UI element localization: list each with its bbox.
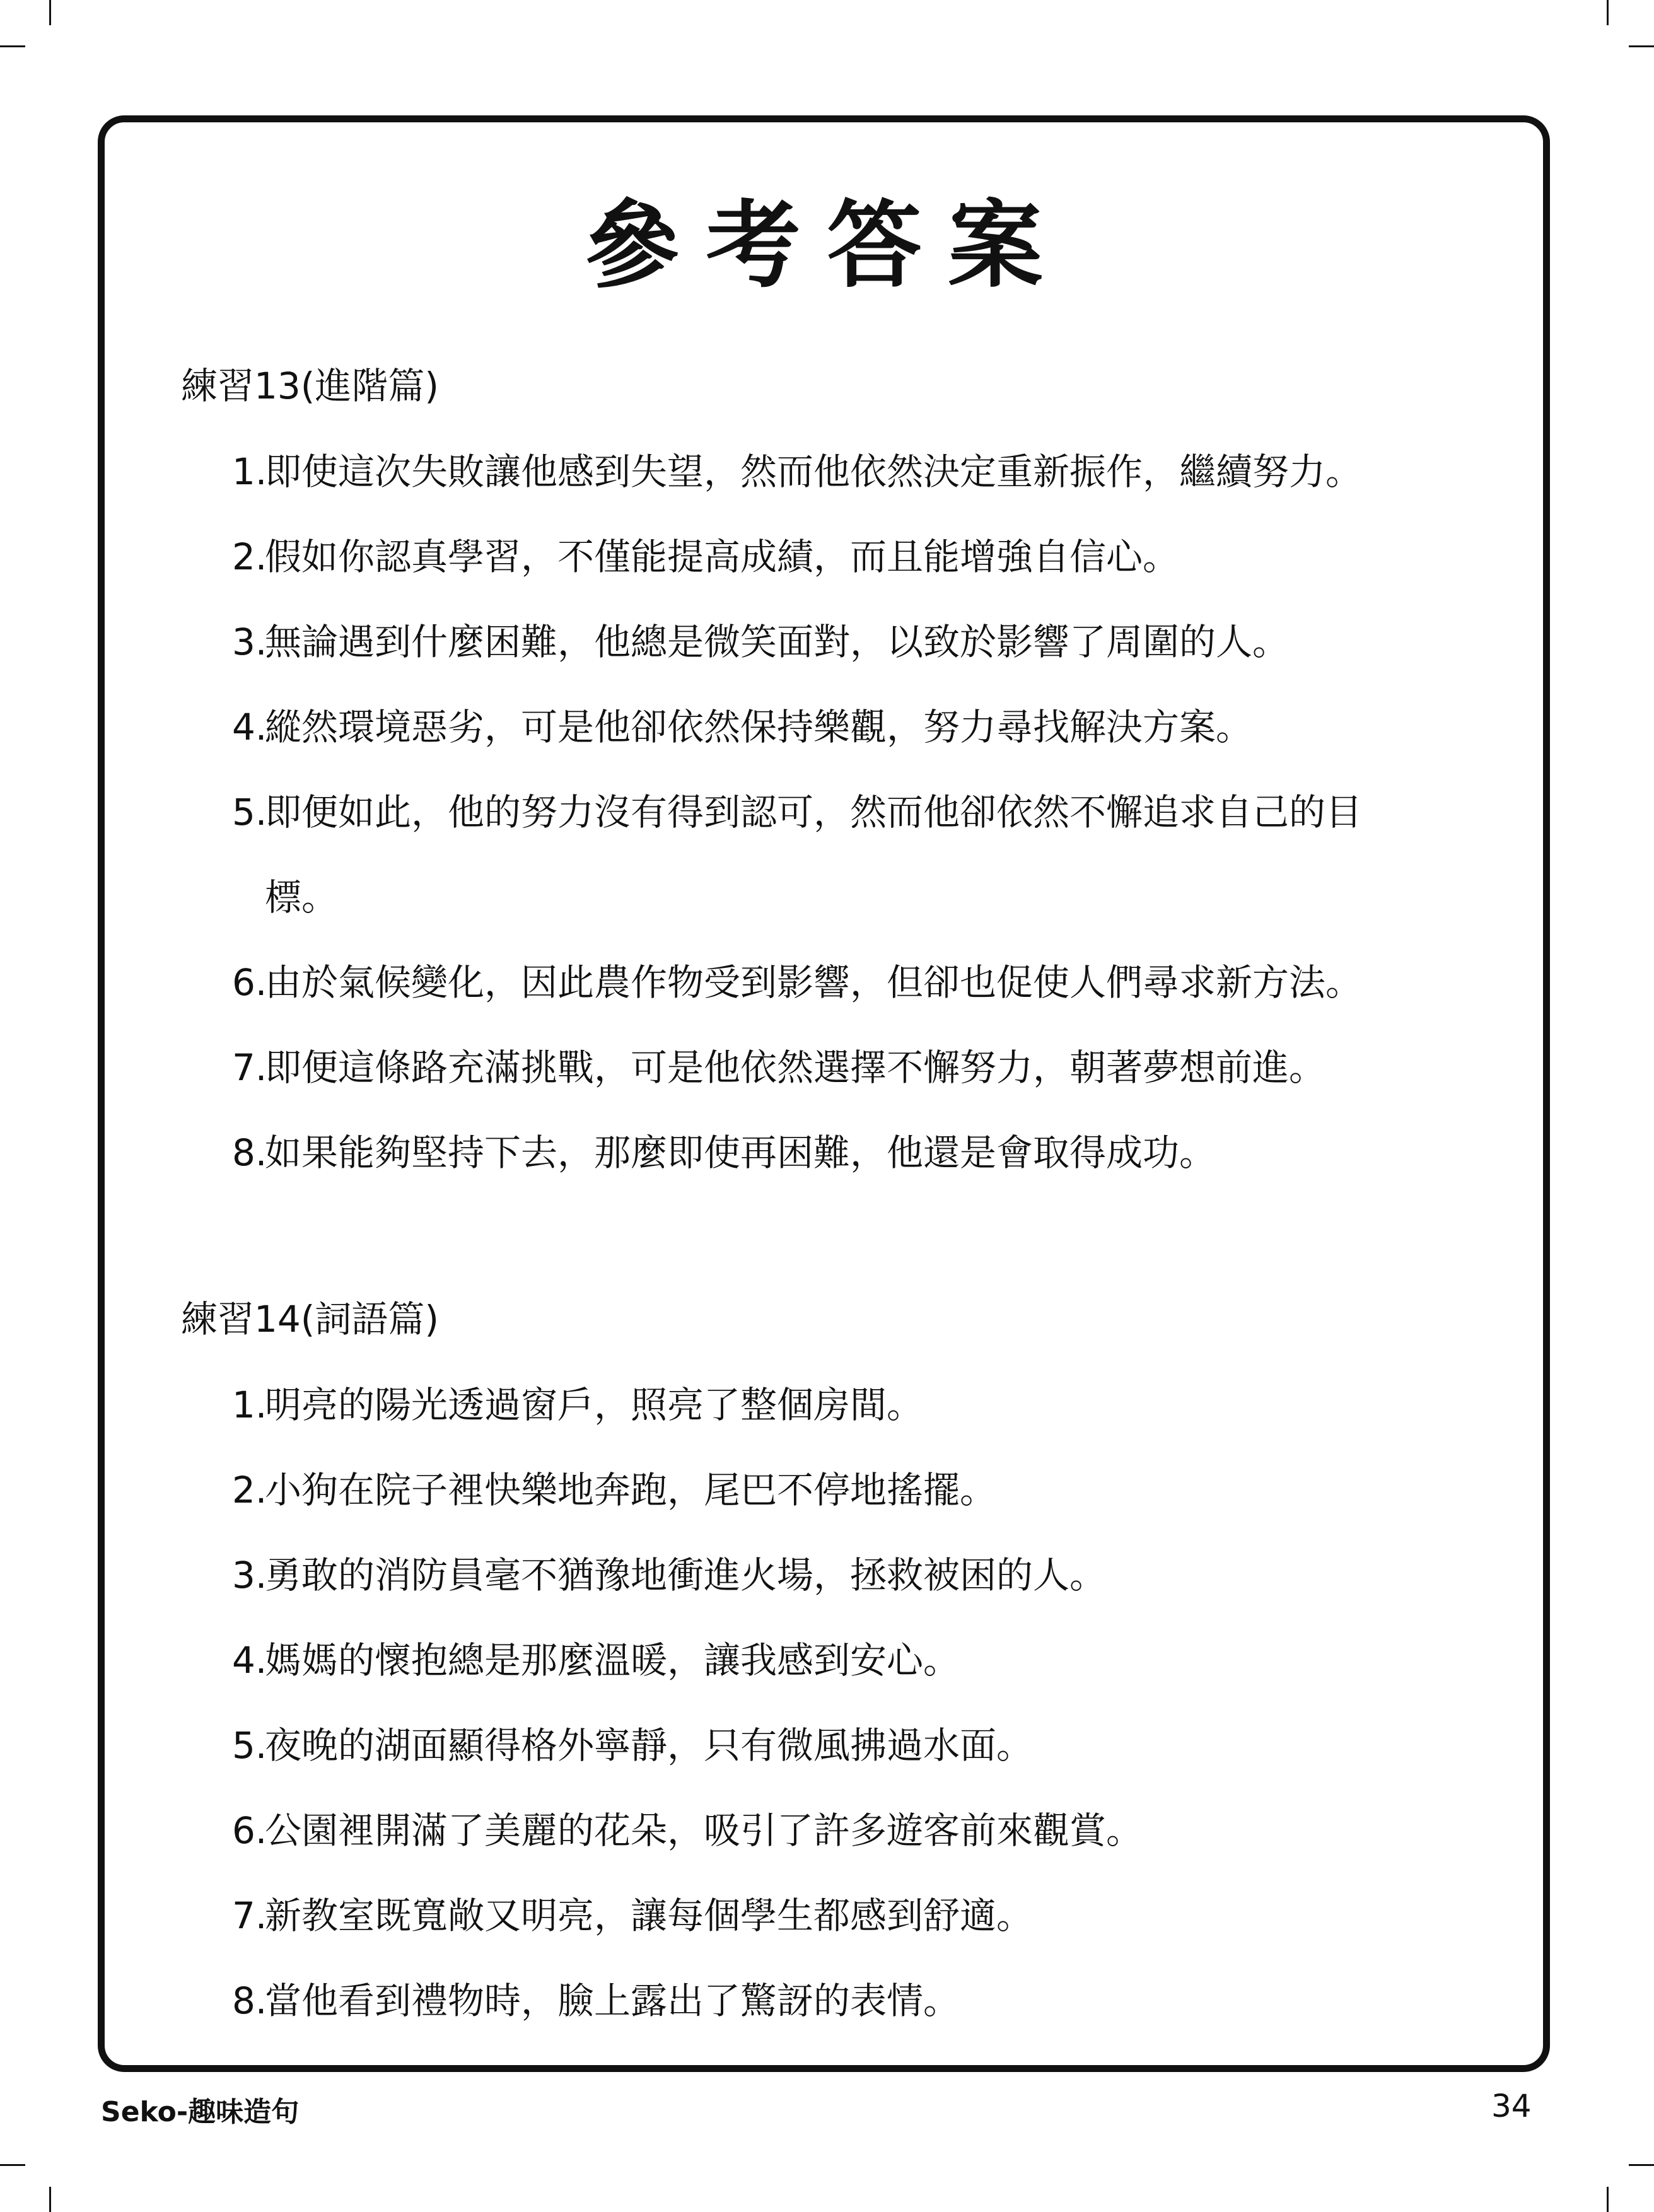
list-item [232, 1805, 1143, 1856]
item-text: 即便這條路充滿挑戰，可是他依然選擇不懈努力，朝著夢想前進。 [265, 1046, 1326, 1089]
item-text: 縱然環境惡劣，可是他卻依然保持樂觀，努力尋找解決方案。 [265, 706, 1253, 748]
item-number: 6. [232, 1809, 267, 1852]
item-text: 如果能夠堅持下去，那麼即使再困難，他還是會取得成功。 [265, 1131, 1216, 1174]
list-item [232, 1465, 996, 1515]
list-item [232, 1976, 960, 2026]
list-item [232, 1890, 1033, 1941]
list-item [232, 1720, 1033, 1771]
item-text: 當他看到禮物時，臉上露出了驚訝的表情。 [265, 1979, 960, 2022]
item-text: 夜晚的湖面顯得格外寧靜，只有微風拂過水面。 [265, 1724, 1034, 1767]
section-heading-14: 練習14(詞語篇) [181, 1298, 440, 1341]
list-item [232, 702, 1252, 752]
item-number: 3. [232, 1554, 267, 1597]
item-text: 公園裡開滿了美麗的花朵，吸引了許多遊客前來觀賞。 [265, 1809, 1143, 1852]
item-number: 5. [232, 1724, 267, 1767]
list-item [232, 787, 1362, 837]
item-number: 8. [232, 1979, 267, 2022]
list-item [232, 617, 1289, 667]
item-text: 即便如此，他的努力沒有得到認可，然而他卻依然不懈追求自己的目 [265, 791, 1363, 834]
list-item [232, 1550, 1106, 1600]
crop-mark [1607, 0, 1609, 25]
crop-mark [49, 0, 51, 25]
item-number: 6. [232, 961, 267, 1004]
item-number: 7. [232, 1046, 267, 1089]
crop-mark [1629, 45, 1654, 47]
list-item [232, 1380, 923, 1430]
list-item [232, 1127, 1216, 1178]
item-number: 1. [232, 1383, 267, 1426]
item-text: 假如你認真學習，不僅能提高成績，而且能增強自信心。 [265, 535, 1180, 578]
item-text: 由於氣候變化，因此農作物受到影響，但卻也促使人們尋求新方法。 [265, 961, 1363, 1004]
item-number: 2. [232, 1469, 267, 1511]
crop-mark [1607, 2187, 1609, 2212]
item-number: 1. [232, 450, 267, 493]
list-item [232, 446, 1362, 497]
item-text: 即使這次失敗讓他感到失望，然而他依然決定重新振作，繼續努力。 [265, 450, 1363, 493]
item-number: 8. [232, 1131, 267, 1174]
list-item [232, 1635, 960, 1685]
item-text: 新教室既寬敞又明亮，讓每個學生都感到舒適。 [265, 1894, 1034, 1937]
page-number: 34 [1491, 2088, 1532, 2124]
item-text: 媽媽的懷抱總是那麼溫暖，讓我感到安心。 [265, 1639, 960, 1682]
list-item [232, 532, 1179, 582]
page-title: 參考答案 [585, 191, 1069, 301]
item-text-continuation: 標。 [265, 876, 339, 919]
item-number: 7. [232, 1894, 267, 1937]
list-item [232, 1042, 1325, 1093]
item-number: 3. [232, 620, 267, 663]
item-number: 2. [232, 535, 267, 578]
item-text: 明亮的陽光透過窗戶，照亮了整個房間。 [265, 1383, 924, 1426]
item-number: 4. [232, 1639, 267, 1682]
item-number: 4. [232, 706, 267, 748]
footer-book-title: Seko-趣味造句 [101, 2096, 300, 2128]
list-item [232, 957, 1362, 1008]
crop-mark [0, 2164, 25, 2166]
section-heading-13: 練習13(進階篇) [181, 364, 440, 407]
crop-mark [49, 2187, 51, 2212]
item-text: 無論遇到什麼困難，他總是微笑面對，以致於影響了周圍的人。 [265, 620, 1290, 663]
item-text: 勇敢的消防員毫不猶豫地衝進火場，拯救被困的人。 [265, 1554, 1107, 1597]
item-text: 小狗在院子裡快樂地奔跑，尾巴不停地搖擺。 [265, 1469, 997, 1511]
item-number: 5. [232, 791, 267, 834]
crop-mark [1629, 2164, 1654, 2166]
crop-mark [0, 45, 25, 47]
